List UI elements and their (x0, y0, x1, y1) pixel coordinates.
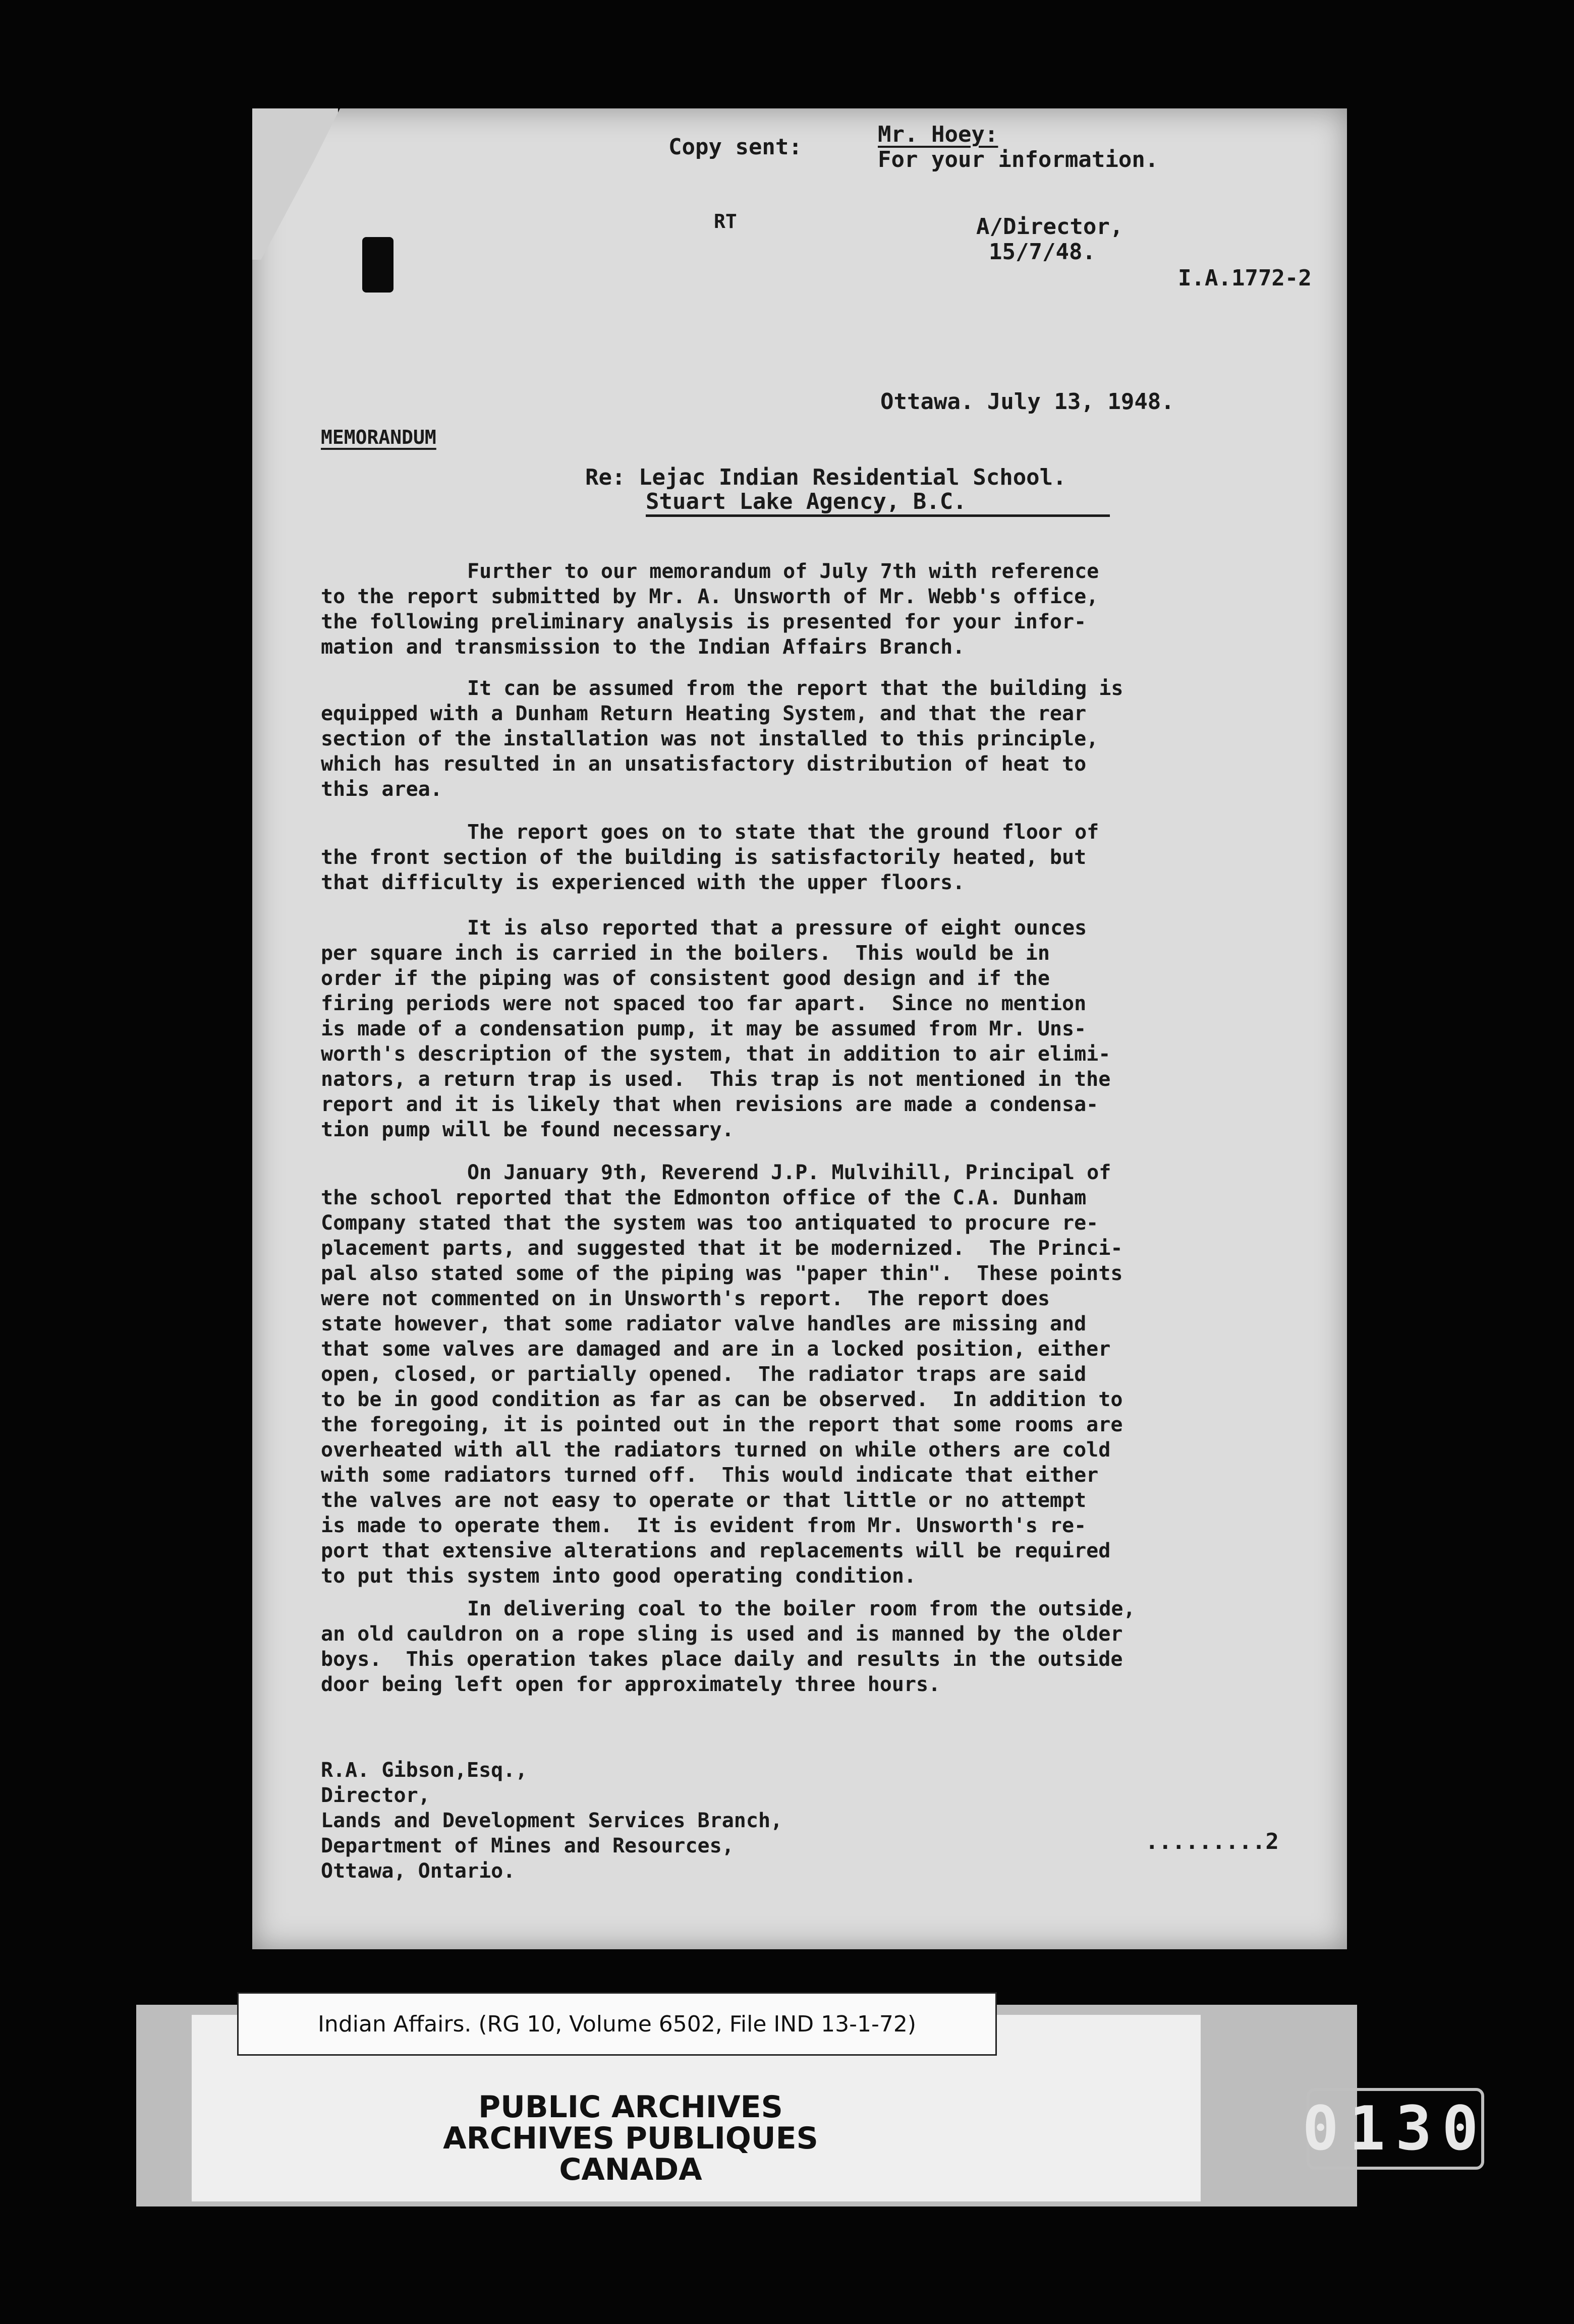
p6-line: boys. This operation takes place daily and results in the outside (321, 1648, 1123, 1671)
frame-number: 0130 (1307, 2088, 1484, 2170)
archive-name-en: PUBLIC ARCHIVES (478, 2089, 783, 2125)
p2-line: which has resulted in an unsatisfactory distribution of heat to (321, 752, 1087, 776)
p4-line: It is also reported that a pressure of eight ounces (467, 916, 1087, 940)
p4-line: is made of a condensation pump, it may be assumed from Mr. Uns- (321, 1017, 1087, 1040)
p5-line: with some radiators turned off. This would indicate that either (321, 1464, 1099, 1487)
paragraph-3 (321, 820, 1269, 895)
p6-line: door being left open for approximately three hours. (321, 1673, 941, 1696)
p5-line: the valves are not easy to operate or that little or no attempt (321, 1489, 1087, 1512)
paragraph-4 (321, 915, 1269, 1142)
p5-line: that some valves are damaged and are in a locked position, either (321, 1338, 1111, 1361)
p4-line: nators, a return trap is used. This trap is not mentioned in the (321, 1068, 1111, 1091)
paragraph-2 (321, 676, 1269, 802)
addressee-line: R.A. Gibson,Esq., (321, 1759, 528, 1782)
addressee-line: Lands and Development Services Branch, (321, 1809, 783, 1832)
copy-note: For your information. (878, 147, 1159, 172)
p5-line: is made to operate them. It is evident from Mr. Unsworth's re- (321, 1514, 1087, 1537)
copy-sent-label: Copy sent: (668, 134, 802, 160)
paragraph-5 (321, 1160, 1269, 1589)
punch-hole-mark (362, 237, 394, 293)
p4-line: firing periods were not spaced too far apart. Since no mention (321, 992, 1087, 1015)
p5-line: the foregoing, it is pointed out in the report that some rooms are (321, 1413, 1123, 1436)
p6-line: In delivering coal to the boiler room from the outside, (467, 1597, 1136, 1620)
p5-line: port that extensive alterations and replacements will be required (321, 1539, 1111, 1562)
p5-line: state however, that some radiator valve handles are missing and (321, 1312, 1087, 1335)
paragraph-1 (321, 559, 1269, 660)
addressee-line: Ottawa, Ontario. (321, 1860, 516, 1883)
p2-line: this area. (321, 778, 442, 801)
p2-line: equipped with a Dunham Return Heating System, and that the rear (321, 702, 1087, 725)
typist-initials: RT (714, 210, 737, 233)
p4-line: tion pump will be found necessary. (321, 1118, 734, 1141)
p5-line: overheated with all the radiators turned on while others are cold (321, 1438, 1111, 1462)
citation-text: Indian Affairs. (RG 10, Volume 6502, File IND 13-1-72) (317, 2011, 917, 2037)
p1-line: to the report submitted by Mr. A. Unsworth of Mr. Webb's office, (321, 585, 1099, 608)
p5-line: to put this system into good operating condition. (321, 1564, 917, 1588)
p5-line: Company stated that the system was too antiquated to procure re- (321, 1211, 1099, 1235)
addressee-block (321, 1758, 1269, 1884)
copy-recipient: Mr. Hoey: (878, 122, 998, 147)
subject-underline (646, 514, 1110, 517)
file-reference: I.A.1772-2 (1178, 265, 1312, 291)
p4-line: report and it is likely that when revisions are made a condensa- (321, 1093, 1099, 1116)
p2-line: It can be assumed from the report that the building is (467, 677, 1123, 700)
p5-line: open, closed, or partially opened. The radiator traps are said (321, 1363, 1087, 1386)
p6-line: an old cauldron on a rope sling is used and is manned by the older (321, 1622, 1123, 1646)
p4-line: order if the piping was of consistent good design and if the (321, 967, 1050, 990)
dateline: Ottawa. July 13, 1948. (880, 389, 1174, 415)
p4-line: per square inch is carried in the boilers. This would be in (321, 942, 1050, 965)
continuation-marker: .........2 (1145, 1829, 1279, 1854)
archive-name-fr: ARCHIVES PUBLIQUES (443, 2121, 818, 2156)
p3-line: the front section of the building is satisfactorily heated, but (321, 846, 1087, 869)
a-director-date: 15/7/48. (989, 239, 1096, 265)
memorandum-heading: MEMORANDUM (321, 426, 436, 448)
citation-label (237, 1992, 997, 2056)
p1-line: the following preliminary analysis is presented for your infor- (321, 610, 1087, 633)
p3-line: that difficulty is experienced with the upper floors. (321, 871, 965, 894)
paragraph-6 (321, 1596, 1269, 1697)
subject-line-1: Re: Lejac Indian Residential School. (585, 464, 1066, 490)
p1-line: mation and transmission to the Indian Affairs Branch. (321, 635, 965, 659)
p5-line: the school reported that the Edmonton office of the C.A. Dunham (321, 1186, 1087, 1209)
subject-line-2: Stuart Lake Agency, B.C. (646, 489, 967, 514)
addressee-line: Director, (321, 1784, 430, 1807)
p4-line: worth's description of the system, that in addition to air elimi- (321, 1042, 1111, 1066)
p5-line: were not commented on in Unsworth's report. The report does (321, 1287, 1050, 1310)
p3-line: The report goes on to state that the ground floor of (467, 821, 1099, 844)
p5-line: placement parts, and suggested that it be modernized. The Princi- (321, 1237, 1123, 1260)
p2-line: section of the installation was not installed to this principle, (321, 727, 1099, 750)
p5-line: On January 9th, Reverend J.P. Mulvihill, Principal of (467, 1161, 1111, 1184)
p5-line: pal also stated some of the piping was "paper thin". These points (321, 1262, 1123, 1285)
a-director-label: A/Director, (976, 214, 1123, 240)
p5-line: to be in good condition as far as can be observed. In addition to (321, 1388, 1123, 1411)
addressee-line: Department of Mines and Resources, (321, 1834, 734, 1857)
archive-country: CANADA (559, 2152, 702, 2187)
p1-line: Further to our memorandum of July 7th with reference (467, 560, 1099, 583)
